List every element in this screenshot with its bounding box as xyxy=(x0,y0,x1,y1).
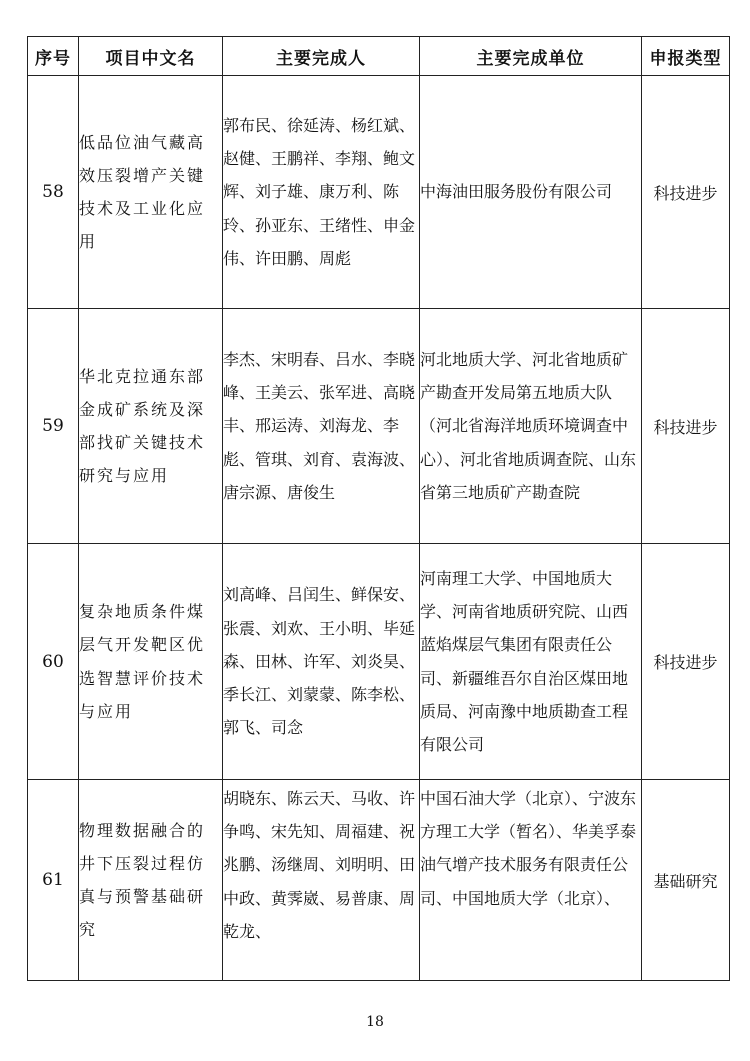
header-main-units: 主要完成单位 xyxy=(420,37,642,76)
table-row xyxy=(28,544,730,780)
row-main-people: 胡晓东、陈云天、马收、许争鸣、宋先知、周福建、祝兆鹏、汤继周、刘明明、田中政、黄霁崴、易普康、周乾龙、 xyxy=(223,780,420,981)
table-row xyxy=(28,76,730,309)
header-main-people: 主要完成人 xyxy=(223,37,420,76)
row-award-type: 科技进步 xyxy=(642,76,730,309)
row-main-units: 中国石油大学（北京）、宁波东方理工大学（暂名）、华美孚泰油气增产技术服务有限责任公司、中国地质大学（北京）、 xyxy=(420,780,642,981)
row-main-people: 郭布民、徐延涛、杨红斌、赵健、王鹏祥、李翔、鲍文辉、刘子雄、康万利、陈玲、孙亚东、王绪性、申金伟、许田鹏、周彪 xyxy=(223,76,420,309)
row-seq: 60 xyxy=(28,544,79,780)
table-row xyxy=(28,309,730,544)
row-main-units: 河南理工大学、中国地质大学、河南省地质研究院、山西蓝焰煤层气集团有限责任公司、新疆维吾尔自治区煤田地质局、河南豫中地质勘查工程有限公司 xyxy=(420,544,642,780)
row-project-name: 华北克拉通东部金成矿系统及深部找矿关键技术研究与应用 xyxy=(79,309,223,544)
row-seq: 61 xyxy=(28,780,79,981)
row-project-name: 复杂地质条件煤层气开发靶区优选智慧评价技术与应用 xyxy=(79,544,223,780)
row-award-type: 科技进步 xyxy=(642,544,730,780)
page-number: 18 xyxy=(366,1014,384,1030)
awards-table xyxy=(27,36,730,981)
header-project-name: 项目中文名 xyxy=(79,37,223,76)
header-award-type: 申报类型 xyxy=(642,37,730,76)
row-main-units: 中海油田服务股份有限公司 xyxy=(420,76,642,309)
row-project-name: 低品位油气藏高效压裂增产关键技术及工业化应用 xyxy=(79,76,223,309)
table-header-row xyxy=(28,37,730,76)
row-seq: 58 xyxy=(28,76,79,309)
table-row xyxy=(28,780,730,981)
header-seq: 序号 xyxy=(28,37,79,76)
row-seq: 59 xyxy=(28,309,79,544)
row-award-type: 科技进步 xyxy=(642,309,730,544)
row-main-units: 河北地质大学、河北省地质矿产勘查开发局第五地质大队（河北省海洋地质环境调查中心）、河北省地质调查院、山东省第三地质矿产勘查院 xyxy=(420,309,642,544)
row-main-people: 李杰、宋明春、吕水、李晓峰、王美云、张军进、高晓丰、邢运涛、刘海龙、李彪、管琪、刘育、袁海波、唐宗源、唐俊生 xyxy=(223,309,420,544)
row-award-type: 基础研究 xyxy=(642,780,730,981)
row-project-name: 物理数据融合的井下压裂过程仿真与预警基础研究 xyxy=(79,780,223,981)
row-main-people: 刘高峰、吕闰生、鲜保安、张震、刘欢、王小明、毕延森、田林、许军、刘炎昊、季长江、刘蒙蒙、陈李松、郭飞、司念 xyxy=(223,544,420,780)
